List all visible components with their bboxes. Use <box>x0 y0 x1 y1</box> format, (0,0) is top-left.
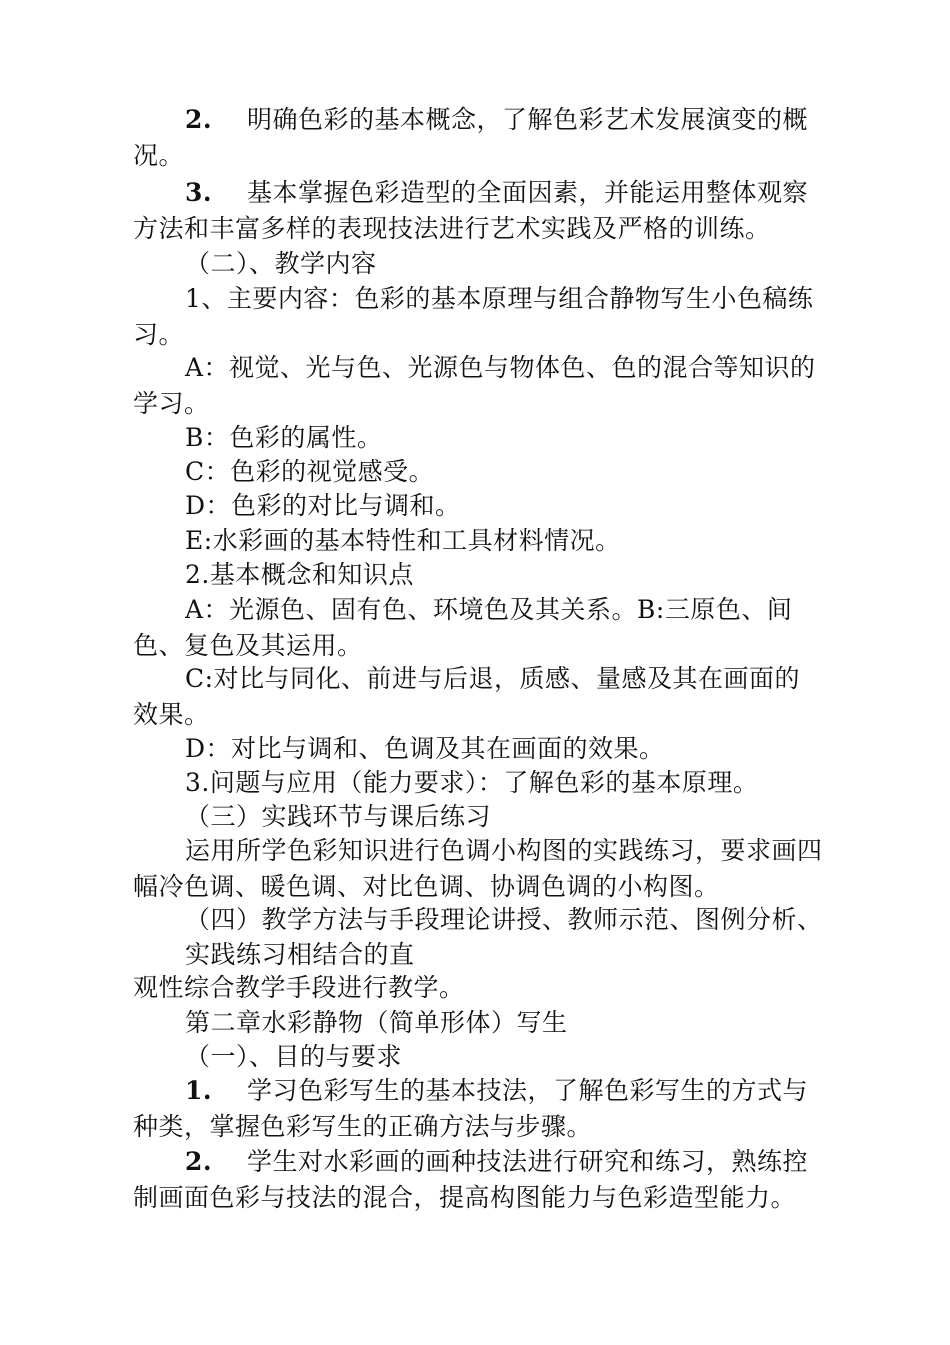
paragraph-text: 基本掌握色彩造型的全面因素，并能运用整体观察方法和丰富多样的表现技法进行艺术实践及严格的训练。 <box>133 178 809 243</box>
paragraph-a-vision: A：视觉、光与色、光源色与物体色、色的混合等知识的学习。 <box>133 353 816 418</box>
paragraph-teaching-methods-end: 观性综合教学手段进行教学。 <box>133 973 465 1002</box>
item-number: 2. <box>185 105 213 134</box>
paragraph-contrast-assimilation: C:对比与同化、前进与后退，质感、量感及其在画面的效果。 <box>133 664 801 729</box>
section-heading-objectives: （一）、目的与要求 <box>185 1042 403 1071</box>
paragraph-item-2 <box>133 102 823 174</box>
paragraph-text: 学习色彩写生的基本技法，了解色彩写生的方式与种类，掌握色彩写生的正确方法与步骤。 <box>133 1076 809 1141</box>
paragraph-text: 学生对水彩画的画种技法进行研究和练习，熟练控制画面色彩与技法的混合，提高构图能力与色彩造型能力。 <box>133 1147 809 1212</box>
paragraph-b-attributes: B：色彩的属性。 <box>185 423 383 452</box>
chapter-heading: 第二章水彩静物（简单形体）写生 <box>185 1008 568 1037</box>
paragraph-c-perception: C：色彩的视觉感受。 <box>185 457 435 486</box>
paragraph-e-watercolor: E:水彩画的基本特性和工具材料情况。 <box>185 526 621 555</box>
paragraph-text: 明确色彩的基本概念，了解色彩艺术发展演变的概况。 <box>133 105 809 170</box>
paragraph-teaching-methods: （四）教学方法与手段理论讲授、教师示范、图例分析、 <box>185 905 823 934</box>
paragraph-practice-detail: 运用所学色彩知识进行色调小构图的实践练习，要求画四幅冷色调、暖色调、对比色调、协调色调的小构图。 <box>133 836 823 901</box>
paragraph-problems-application: 3.问题与应用（能力要求）：了解色彩的基本原理。 <box>185 768 759 797</box>
section-heading-teaching-content: （二）、教学内容 <box>185 249 377 278</box>
paragraph-light-source: A：光源色、固有色、环境色及其关系。B:三原色、间色、复色及其运用。 <box>133 595 793 660</box>
paragraph-item-3 <box>133 175 823 247</box>
paragraph-d-contrast: D：色彩的对比与调和。 <box>185 491 461 520</box>
item-number: 1. <box>185 1076 213 1105</box>
paragraph-main-content: 1、主要内容：色彩的基本原理与组合静物写生小色稿练习。 <box>133 284 814 349</box>
paragraph-item-1 <box>133 1073 823 1145</box>
paragraph-contrast-harmony: D：对比与调和、色调及其在画面的效果。 <box>185 734 665 763</box>
item-number: 2. <box>185 1147 213 1176</box>
section-heading-practice: （三）实践环节与课后练习 <box>185 802 492 831</box>
item-number: 3. <box>185 178 213 207</box>
paragraph-basic-concepts: 2.基本概念和知识点 <box>185 560 414 589</box>
paragraph-teaching-methods-cont: 实践练习相结合的直 <box>185 940 415 969</box>
paragraph-item-2b <box>133 1144 823 1216</box>
